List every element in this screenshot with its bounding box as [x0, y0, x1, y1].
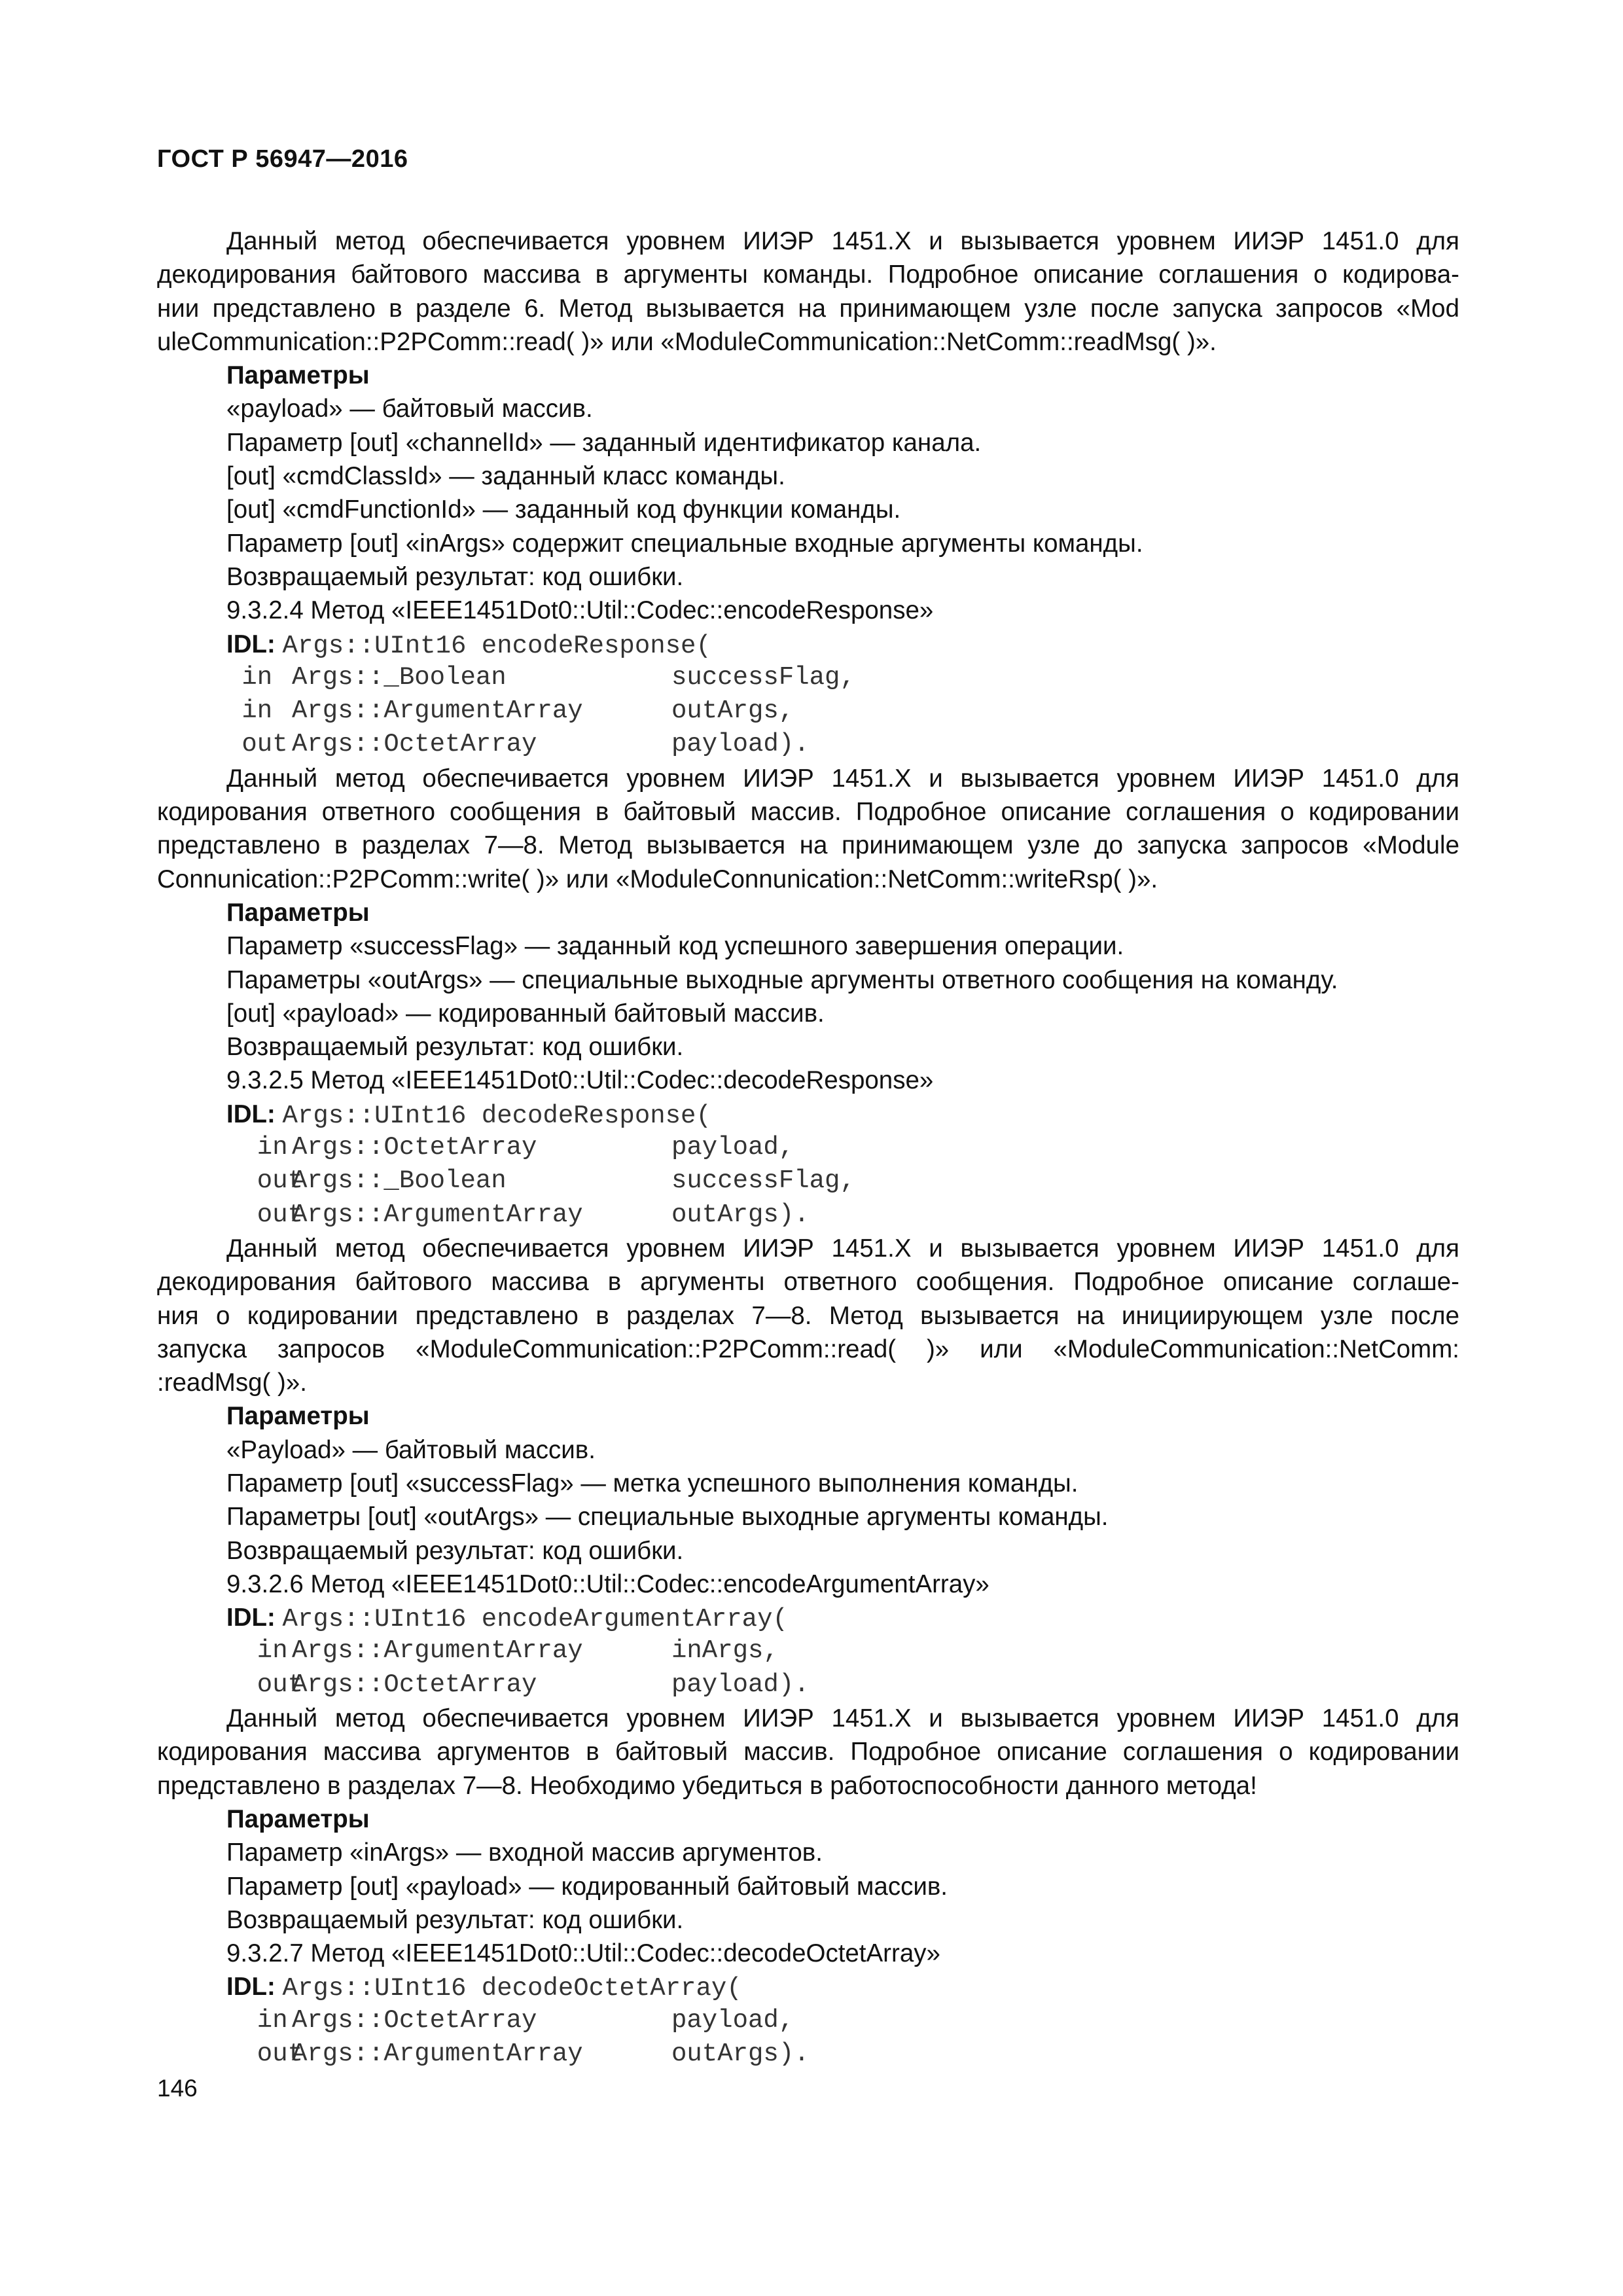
document-header: ГОСТ Р 56947—2016	[157, 145, 408, 173]
idl-param-type: Args::_Boolean	[292, 662, 507, 692]
paragraph	[157, 224, 1459, 359]
paragraph-line: Данный метод обеспечивается уровнем ИИЭР 1451.X и вызывается уровнем ИИЭР 1451.0 для	[226, 1704, 1459, 1733]
idl-parameter	[157, 661, 1459, 694]
text-line: Параметр [out] «inArgs» содержит специальные входные аргументы команды.	[226, 529, 1143, 558]
paragraph-line: декодирования байтового массива в аргументы ответного сообщения. Подробное описание соглаше-	[157, 1268, 1459, 1297]
idl-param-name: payload,	[671, 1133, 794, 1162]
idl-param-type: Args::ArgumentArray	[292, 1200, 583, 1229]
section-heading: Параметры	[226, 361, 370, 390]
text-line: Параметр [out] «payload» — кодированный байтовый массив.	[226, 1872, 948, 1901]
paragraph-line: декодирования байтового массива в аргументы команды. Подробное описание соглашения о кодирова-	[157, 260, 1459, 289]
idl-parameter	[157, 1164, 1459, 1198]
idl-parameter	[157, 694, 1459, 728]
idl-param-direction: out	[226, 1200, 319, 1229]
paragraph-line: :readMsg( )».	[157, 1369, 307, 1397]
idl-param-type: Args::ArgumentArray	[292, 696, 583, 726]
idl-parameter	[157, 728, 1459, 761]
paragraph-line: нии представлено в разделе 6. Метод вызывается на принимающем узле после запуска запросов «Mod	[157, 294, 1459, 323]
idl-param-name: payload).	[671, 1670, 810, 1699]
idl-param-name: outArgs).	[671, 2039, 810, 2069]
text-line: Параметр [out] «successFlag» — метка успешного выполнения команды.	[226, 1469, 1079, 1498]
idl-signature-text: Args::UInt16 encodeArgumentArray(	[282, 1605, 788, 1634]
idl-signature	[157, 1601, 1459, 1634]
idl-param-type: Args::ArgumentArray	[292, 1636, 583, 1666]
idl-param-name: successFlag,	[671, 662, 855, 692]
text-line: Возвращаемый результат: код ошибки.	[226, 1033, 684, 1062]
paragraph	[157, 1232, 1459, 1399]
idl-signature-text: Args::UInt16 decodeOctetArray(	[282, 1974, 742, 2003]
paragraph-line: представлено в разделах 7—8. Метод вызывается на принимающем узле до запуска запросов «Module	[157, 831, 1459, 860]
text-line: Возвращаемый результат: код ошибки.	[226, 1536, 684, 1565]
paragraph-line: ния о кодировании представлено в разделах 7—8. Метод вызывается на инициирующем узле после	[157, 1301, 1459, 1330]
text-line: Параметр «successFlag» — заданный код успешного завершения операции.	[226, 932, 1124, 961]
idl-param-type: Args::OctetArray	[292, 1133, 537, 1162]
text-line: Параметры [out] «outArgs» — специальные выходные аргументы команды.	[226, 1503, 1109, 1532]
paragraph-line: Данный метод обеспечивается уровнем ИИЭР 1451.X и вызывается уровнем ИИЭР 1451.0 для	[226, 1234, 1459, 1263]
idl-param-name: outArgs).	[671, 1200, 810, 1229]
idl-param-direction: out	[226, 2039, 319, 2069]
idl-param-name: payload,	[671, 2005, 794, 2035]
idl-param-direction: out	[226, 730, 304, 759]
text-line: [out] «cmdClassId» — заданный класс команды.	[226, 462, 785, 491]
idl-parameter	[157, 1634, 1459, 1668]
idl-signature	[157, 1098, 1459, 1131]
idl-param-name: successFlag,	[671, 1166, 855, 1196]
text-line: 9.3.2.5 Метод «IEEE1451Dot0::Util::Codec::decodeResponse»	[226, 1066, 934, 1095]
idl-signature	[157, 1970, 1459, 2003]
idl-param-direction: out	[226, 1670, 319, 1699]
idl-param-type: Args::OctetArray	[292, 2005, 537, 2035]
paragraph-line: Connunication::P2PComm::write( )» или «ModuleConnunication::NetComm::writeRsp( )».	[157, 865, 1158, 893]
text-line: 9.3.2.6 Метод «IEEE1451Dot0::Util::Codec::encodeArgumentArray»	[226, 1570, 990, 1598]
text-line: Возвращаемый результат: код ошибки.	[226, 1905, 684, 1934]
paragraph	[157, 762, 1459, 896]
text-line: 9.3.2.7 Метод «IEEE1451Dot0::Util::Codec::decodeOctetArray»	[226, 1939, 940, 1968]
idl-parameter	[157, 1198, 1459, 1232]
section-heading: Параметры	[226, 1804, 370, 1833]
idl-label: IDL:	[226, 1100, 276, 1128]
idl-label: IDL:	[226, 1604, 276, 1632]
paragraph-line: uleCommunication::P2PComm::read( )» или «ModuleCommunication::NetComm::readMsg( )».	[157, 327, 1217, 356]
idl-param-name: outArgs,	[671, 696, 794, 726]
idl-parameter	[157, 1131, 1459, 1164]
text-line: Параметры «outArgs» — специальные выходные аргументы ответного сообщения на команду.	[226, 965, 1338, 994]
paragraph-line: кодирования массива аргументов в байтовый массив. Подробное описание соглашения о кодировании	[157, 1738, 1459, 1767]
idl-parameter	[157, 2004, 1459, 2037]
text-line: Параметр «inArgs» — входной массив аргументов.	[226, 1839, 823, 1867]
idl-signature	[157, 628, 1459, 661]
idl-param-direction: in	[226, 696, 288, 726]
section-heading: Параметры	[226, 1402, 370, 1431]
paragraph-line: кодирования ответного сообщения в байтовый массив. Подробное описание соглашения о кодировании	[157, 798, 1459, 827]
text-line: [out] «payload» — кодированный байтовый массив.	[226, 999, 825, 1028]
paragraph	[157, 1702, 1459, 1803]
text-line: Параметр [out] «channelId» — заданный идентификатор канала.	[226, 428, 982, 457]
idl-label: IDL:	[226, 630, 276, 658]
page-number: 146	[157, 2075, 198, 2102]
paragraph-line: Данный метод обеспечивается уровнем ИИЭР 1451.X и вызывается уровнем ИИЭР 1451.0 для	[226, 764, 1459, 793]
idl-param-name: payload).	[671, 730, 810, 759]
idl-parameter	[157, 1668, 1459, 1702]
idl-param-type: Args::OctetArray	[292, 730, 537, 759]
idl-param-type: Args::ArgumentArray	[292, 2039, 583, 2069]
idl-label: IDL:	[226, 1973, 276, 2001]
idl-param-direction: in	[226, 662, 288, 692]
idl-param-direction: in	[226, 1133, 319, 1162]
idl-param-direction: out	[226, 1166, 319, 1196]
text-line: «Payload» — байтовый массив.	[226, 1435, 596, 1464]
text-line: 9.3.2.4 Метод «IEEE1451Dot0::Util::Codec::encodeResponse»	[226, 596, 934, 625]
paragraph-line: Данный метод обеспечивается уровнем ИИЭР 1451.X и вызывается уровнем ИИЭР 1451.0 для	[226, 227, 1459, 255]
paragraph-line: представлено в разделах 7—8. Необходимо убедиться в работоспособности данного метода!	[157, 1771, 1257, 1800]
idl-parameter	[157, 2037, 1459, 2071]
idl-param-direction: in	[226, 1636, 319, 1666]
idl-param-type: Args::_Boolean	[292, 1166, 507, 1196]
idl-signature-text: Args::UInt16 decodeResponse(	[282, 1101, 711, 1130]
text-line: «payload» — байтовый массив.	[226, 395, 593, 423]
section-heading: Параметры	[226, 898, 370, 927]
idl-param-type: Args::OctetArray	[292, 1670, 537, 1699]
idl-param-direction: in	[226, 2005, 319, 2035]
paragraph-line: запуска запросов «ModuleCommunication::P2PComm::read( )» или «ModuleCommunication::NetComm:	[157, 1335, 1459, 1363]
text-line: [out] «cmdFunctionId» — заданный код функции команды.	[226, 495, 901, 524]
idl-signature-text: Args::UInt16 encodeResponse(	[282, 631, 711, 660]
document-body	[157, 224, 1459, 2071]
text-line: Возвращаемый результат: код ошибки.	[226, 562, 684, 591]
idl-param-name: inArgs,	[671, 1636, 779, 1666]
